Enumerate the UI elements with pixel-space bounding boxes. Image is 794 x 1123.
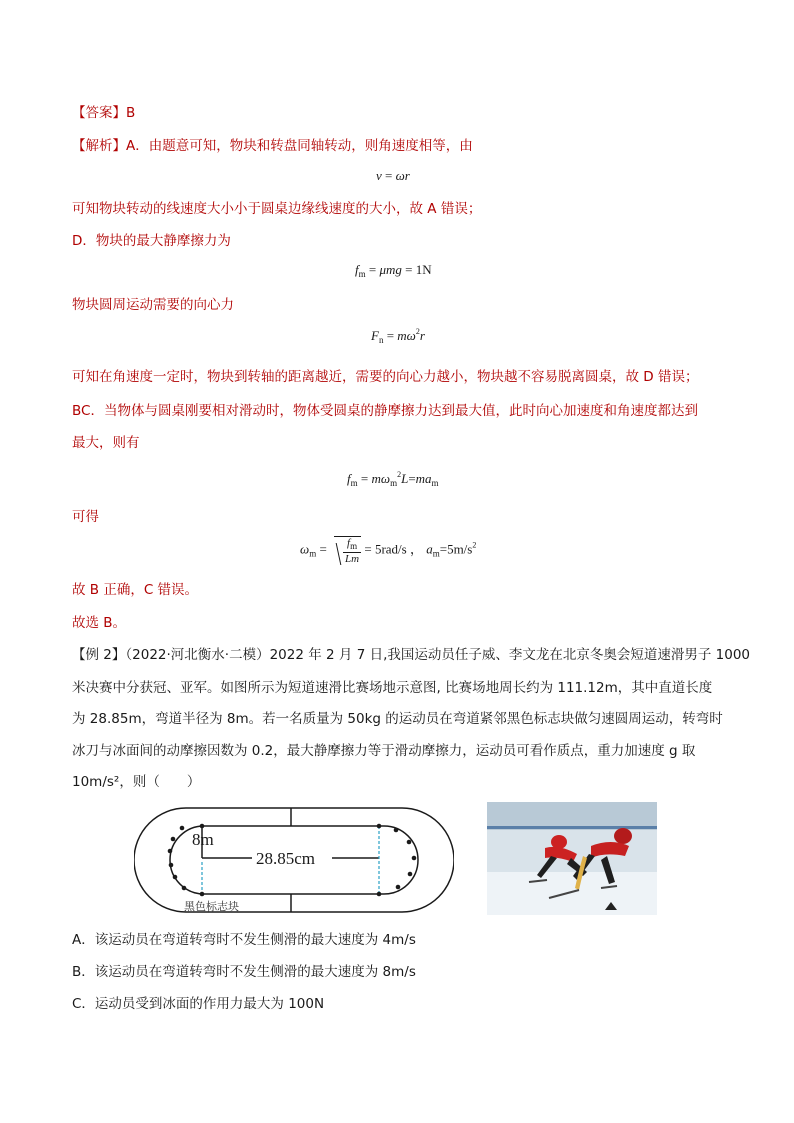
analysis-line-3: D．物块的最大静摩擦力为 <box>72 233 231 249</box>
formula-max-static-friction: $f_m = \mu mg = 1N$ <box>355 262 432 279</box>
formula-result: $\omega_m$ = $\frac{f_m}{Lm}$ = 5rad/s ， $a_m=5m/s^2$ <box>300 537 477 565</box>
analysis-line-1 <box>72 137 473 155</box>
example-line-3: 为 28.85m，弯道半径为 8m。若一名质量为 50kg 的运动员在弯道紧邻黑色标志块做匀速圆周运动，转弯时 <box>72 711 723 727</box>
analysis-tag: 【解析】 <box>72 138 126 154</box>
example-line-5: 10m/s²，则（ ） <box>72 774 201 790</box>
analysis-line-6: BC．当物体与圆桌刚要相对滑动时，物体受圆桌的静摩擦力达到最大值，此时向心加速度和角速度都达到 <box>72 403 698 419</box>
track-diagram <box>134 806 454 916</box>
answer-line <box>72 104 135 122</box>
analysis-line-4: 物块圆周运动需要的向心力 <box>72 297 234 313</box>
formula-centripetal-force: $F_n = m\omega^2r$ <box>371 327 425 345</box>
option-c: C．运动员受到冰面的作用力最大为 100N <box>72 996 325 1012</box>
example-text-1: 2022 年 2 月 7 日,我国运动员任子威、李文龙在北京冬奥会短道速滑男子 1000 <box>269 647 751 663</box>
speed-skaters-photo <box>487 802 657 915</box>
analysis-line-9: 故 B 正确，C 错误。 <box>72 582 199 598</box>
answer-value: B <box>126 105 136 121</box>
example-line-4: 冰刀与冰面间的动摩擦因数为 0.2，最大静摩擦力等于滑动摩擦力，运动员可看作质点，重力加速度 g 取 <box>72 743 696 759</box>
radius-label: 8m <box>192 830 214 849</box>
option-a: A．该运动员在弯道转弯时不发生侧滑的最大速度为 4m/s <box>72 932 416 948</box>
analysis-line-10: 故选 B。 <box>72 615 127 631</box>
example-line-2: 米决赛中分获冠、亚军。如图所示为短道速滑比赛场地示意图, 比赛场地周长约为 111.12m，其中直道长度 <box>72 680 713 696</box>
example-tag: 【例 2】 <box>72 647 126 663</box>
formula-v-omega-r: v = ωr <box>376 168 410 183</box>
formula-max-friction-equation: $f_m = m\omega_m^2L=ma_m$ <box>347 470 439 488</box>
analysis-text-1: A．由题意可知，物块和转盘同轴转动，则角速度相等，由 <box>126 138 473 154</box>
example-line-1 <box>72 646 750 664</box>
analysis-line-2: 可知物块转动的线速度大小小于圆桌边缘线速度的大小，故 A 错误； <box>72 201 482 217</box>
option-b: B．该运动员在弯道转弯时不发生侧滑的最大速度为 8m/s <box>72 964 416 980</box>
analysis-line-7: 最大，则有 <box>72 435 140 451</box>
length-label: 28.85cm <box>256 849 316 868</box>
answer-tag: 【答案】 <box>72 105 126 121</box>
marker-label: 黑色标志块 <box>184 900 239 913</box>
analysis-line-5: 可知在角速度一定时，物块到转轴的距离越近，需要的向心力越小，物块越不容易脱离圆桌，故 D 错误； <box>72 369 699 385</box>
analysis-line-8: 可得 <box>72 509 99 525</box>
example-source: （2022·河北衡水·二模） <box>125 647 270 663</box>
